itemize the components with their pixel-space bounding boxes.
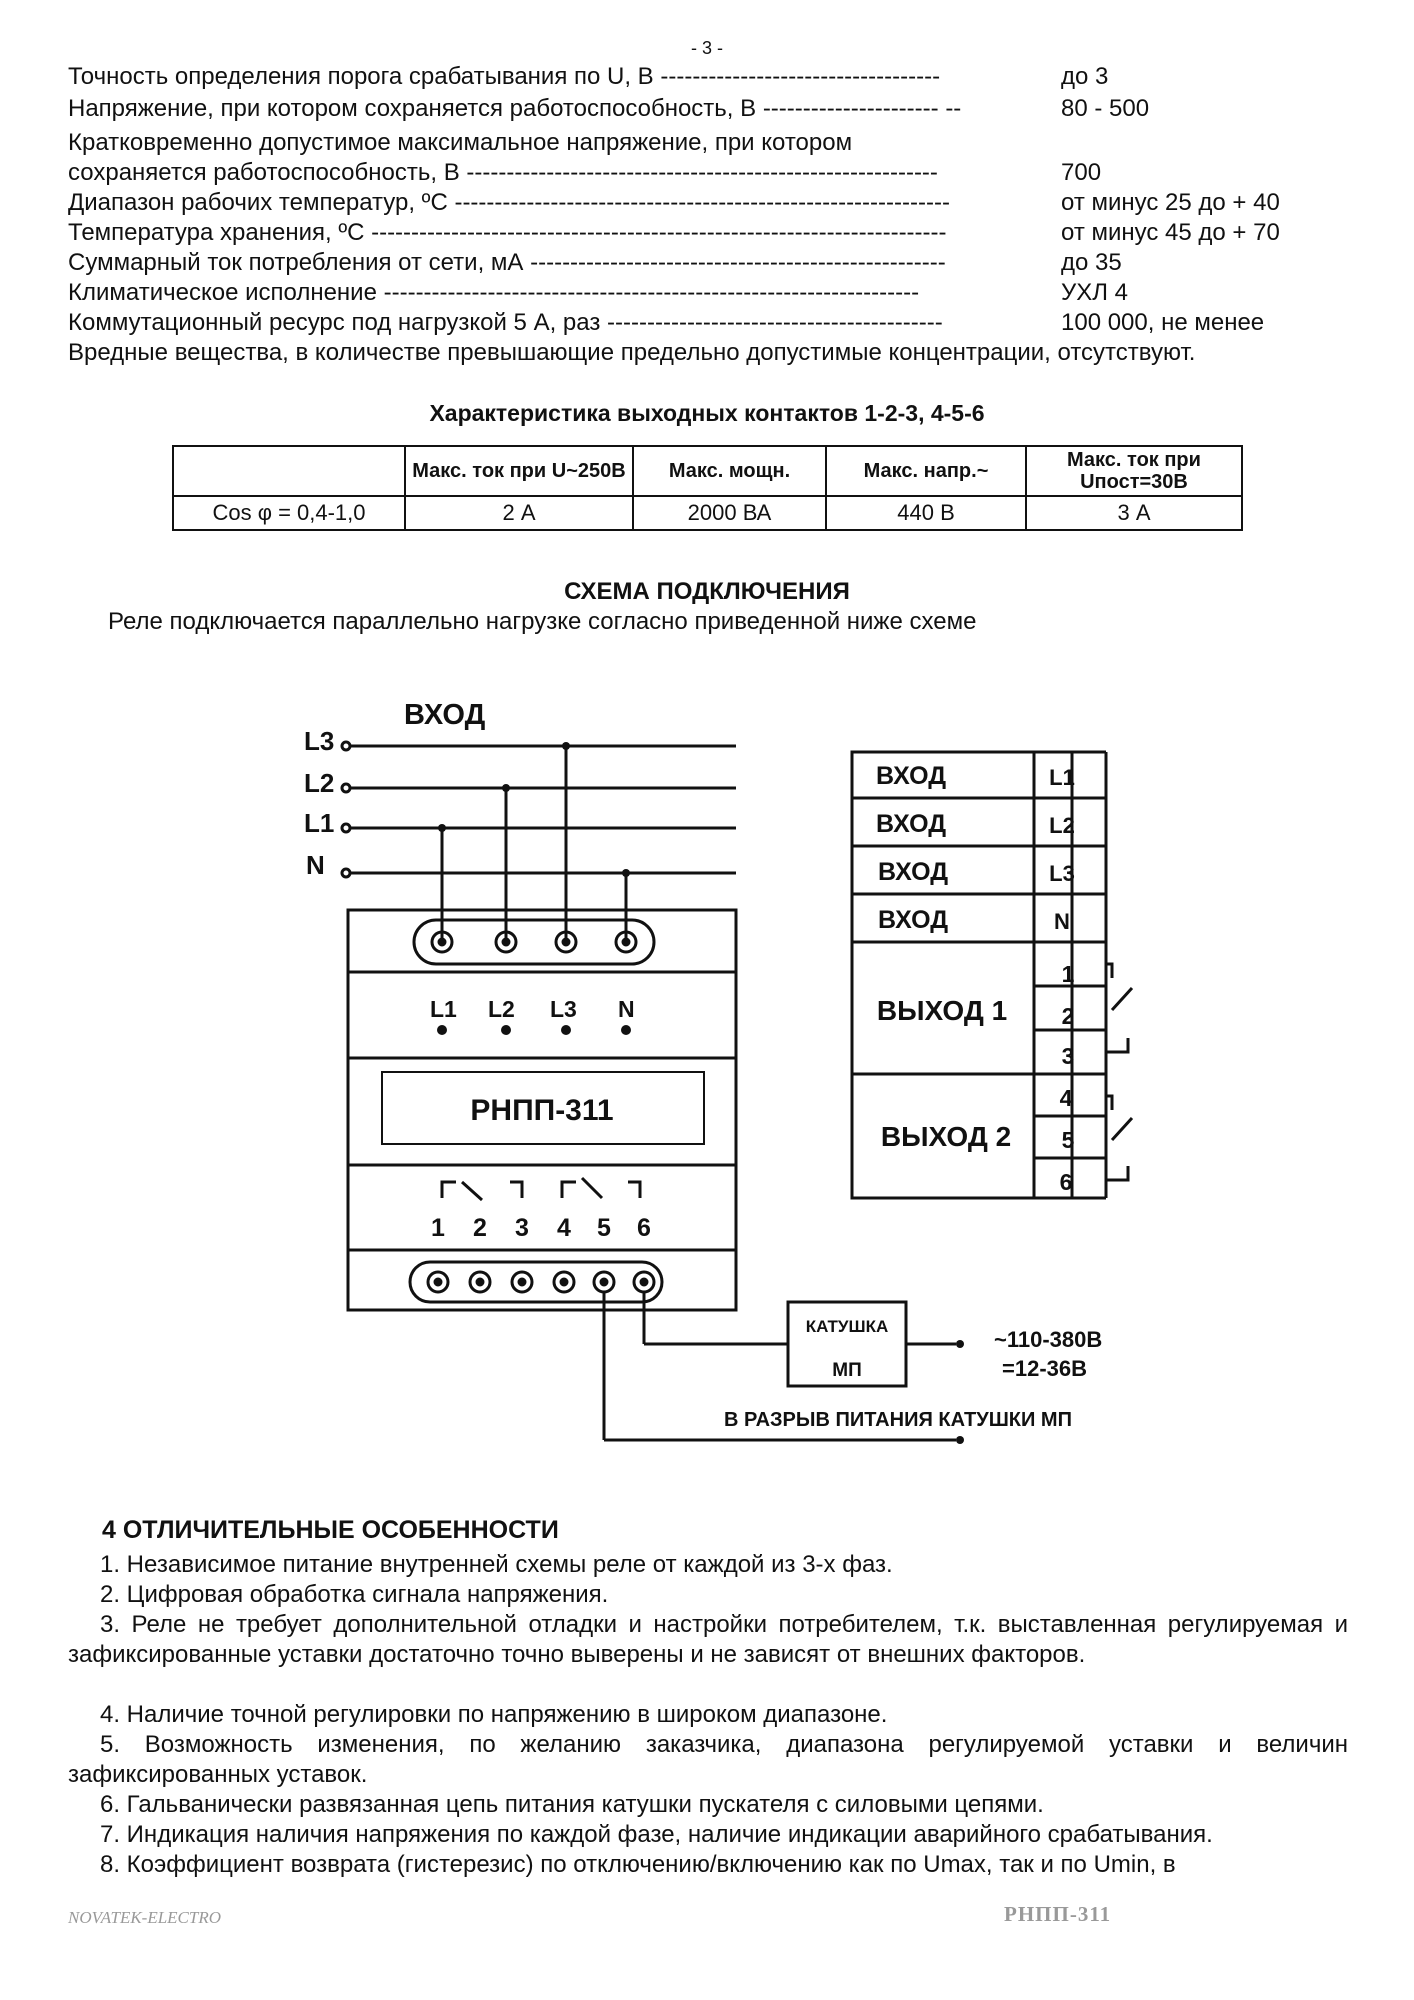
terminal-label: L3	[550, 996, 577, 1022]
features-title: 4 ОТЛИЧИТЕЛЬНЫЕ ОСОБЕННОСТИ	[102, 1516, 559, 1544]
table-cell: 2 А	[405, 496, 633, 530]
line-label: L3	[304, 726, 335, 756]
spec-line	[68, 128, 1348, 158]
line-label: L2	[304, 768, 335, 798]
legend-input-label: ВХОД	[878, 906, 949, 934]
feature-item: 5. Возможность изменения, по желанию заказчика, диапазона регулируемой уставки и величин зафиксированных уставок.	[68, 1731, 1348, 1788]
spec-line	[68, 62, 1348, 92]
legend-output-label: ВЫХОД 2	[880, 1121, 1012, 1152]
table-row	[173, 496, 1242, 530]
legend-output-terminal: 4	[1059, 1085, 1073, 1111]
legend-input-label: ВХОД	[878, 858, 949, 886]
table-header-cell: Макс. мощн.	[633, 446, 826, 496]
spec-label: Температура хранения, ºС ------------------------------------------------------------------------	[68, 219, 947, 246]
output-number: 3	[515, 1214, 529, 1242]
spec-value: от минус 45 до + 70	[1061, 219, 1280, 246]
input-label: ВХОД	[404, 699, 486, 731]
feature-item: 8. Коэффициент возврата (гистерезис) по отключению/включению как по Umax, так и по Umin, в	[100, 1851, 1176, 1878]
table-cell: 440 В	[826, 496, 1026, 530]
scheme-subtitle: Реле подключается параллельно нагрузке согласно приведенной ниже схеме	[108, 608, 977, 635]
legend-input-terminal: L2	[1049, 813, 1075, 838]
spec-line	[68, 158, 1348, 188]
spec-value: до 3	[1061, 63, 1109, 90]
supply-lines	[342, 742, 736, 877]
device-name: РНПП-311	[470, 1094, 614, 1127]
output-number: 1	[431, 1214, 445, 1242]
spec-value: до 35	[1061, 249, 1122, 276]
terminal-label: L2	[488, 996, 515, 1022]
table-header-row	[173, 446, 1242, 496]
spec-value: 100 000, не менее	[1061, 309, 1265, 336]
spec-line	[68, 94, 1348, 124]
spec-value: 700	[1061, 159, 1102, 186]
led-indicators	[437, 1025, 631, 1035]
table-header-cell	[173, 446, 405, 496]
table-cell: 3 А	[1026, 496, 1242, 530]
spec-line	[68, 188, 1348, 218]
wiring-diagram	[290, 680, 1150, 1460]
spec-line	[68, 218, 1348, 248]
output-number: 2	[473, 1214, 487, 1242]
footer-brand: NOVATEK-ELECTRO	[68, 1908, 222, 1927]
table-cell: Cos φ = 0,4-1,0	[173, 496, 405, 530]
output-number: 5	[597, 1214, 611, 1242]
supply-dc-label: =12-36В	[1002, 1356, 1088, 1381]
contacts-table	[172, 445, 1243, 531]
spec-label: Кратковременно допустимое максимальное напряжение, при котором	[68, 129, 853, 156]
feature-item: 4. Наличие точной регулировки по напряжению в широком диапазоне.	[100, 1701, 888, 1728]
feature-item: 2. Цифровая обработка сигнала напряжения.	[100, 1581, 609, 1608]
legend-input-terminal: N	[1054, 909, 1070, 934]
line-label: N	[306, 850, 325, 880]
spec-value: от минус 25 до + 40	[1061, 189, 1280, 216]
legend-input-label: ВХОД	[876, 762, 947, 790]
feature-item: 7. Индикация наличия напряжения по каждой фазе, наличие индикации аварийного срабатывания.	[100, 1821, 1213, 1848]
legend-input-terminal: L3	[1049, 861, 1075, 886]
legend-output-terminal: 2	[1061, 1003, 1075, 1029]
legend-output-label: ВЫХОД 1	[876, 995, 1008, 1026]
table-header-cell: Макс. ток при Uпост=30В	[1026, 446, 1242, 496]
scheme-title: СХЕМА ПОДКЛЮЧЕНИЯ	[564, 578, 850, 605]
feature-item: 1. Независимое питание внутренней схемы реле от каждой из 3-х фаз.	[100, 1551, 893, 1578]
spec-label: Диапазон рабочих температур, ºС --------------------------------------------------------------	[68, 189, 950, 216]
legend-output-terminal: 6	[1059, 1169, 1073, 1195]
terminal-label: N	[618, 996, 635, 1022]
legend-output-terminal: 3	[1061, 1043, 1075, 1069]
page-number: - 3 -	[690, 38, 723, 58]
spec-line	[68, 308, 1348, 338]
table-title: Характеристика выходных контактов 1-2-3, 4-5-6	[429, 400, 985, 426]
harmful-note: Вредные вещества, в количестве превышающие предельно допустимые концентрации, отсутствуют.	[68, 339, 1196, 366]
table-header-cell: Макс. напр.~	[826, 446, 1026, 496]
spec-label: Точность определения порога срабатывания по U, В -----------------------------------	[68, 63, 941, 90]
legend-input-label: ВХОД	[876, 810, 947, 838]
output-number: 4	[557, 1214, 571, 1242]
feature-item: 3. Реле не требует дополнительной отладки и настройки потребителем, т.к. выставленная регулируемая и зафиксированные уставки достаточно точно выверены и не зависят от внешних факторов.	[68, 1611, 1348, 1668]
line-label: L1	[304, 808, 335, 838]
coil-label: МП	[832, 1360, 862, 1381]
legend-output-terminal: 5	[1061, 1127, 1075, 1153]
spec-value: УХЛ 4	[1061, 279, 1129, 306]
table-header-cell: Макс. ток при U~250В	[405, 446, 633, 496]
footer-model: РНПП-311	[1004, 1902, 1112, 1926]
terminal-label: L1	[430, 996, 457, 1022]
spec-label: Суммарный ток потребления от сети, мА ----------------------------------------------------	[68, 249, 946, 276]
supply-ac-label: ~110-380В	[994, 1327, 1103, 1352]
coil-label: КАТУШКА	[805, 1317, 889, 1336]
spec-line	[68, 278, 1348, 308]
spec-label: сохраняется работоспособность, В -----------------------------------------------------------	[68, 159, 938, 186]
spec-label: Коммутационный ресурс под нагрузкой 5 А, раз ------------------------------------------	[68, 309, 943, 336]
spec-value: 80 - 500	[1061, 95, 1150, 122]
spec-label: Напряжение, при котором сохраняется работоспособность, В ---------------------- --	[68, 95, 962, 122]
feature-item: 6. Гальванически развязанная цепь питания катушки пускателя с силовыми цепями.	[100, 1791, 1044, 1818]
output-number: 6	[637, 1214, 651, 1242]
spec-line	[68, 248, 1348, 278]
spec-label: Климатическое исполнение -------------------------------------------------------------------	[68, 279, 920, 306]
table-cell: 2000 ВА	[633, 496, 826, 530]
break-label: В РАЗРЫВ ПИТАНИЯ КАТУШКИ МП	[724, 1409, 1072, 1431]
legend-input-terminal: L1	[1049, 765, 1075, 790]
legend-output-terminal: 1	[1061, 961, 1075, 987]
